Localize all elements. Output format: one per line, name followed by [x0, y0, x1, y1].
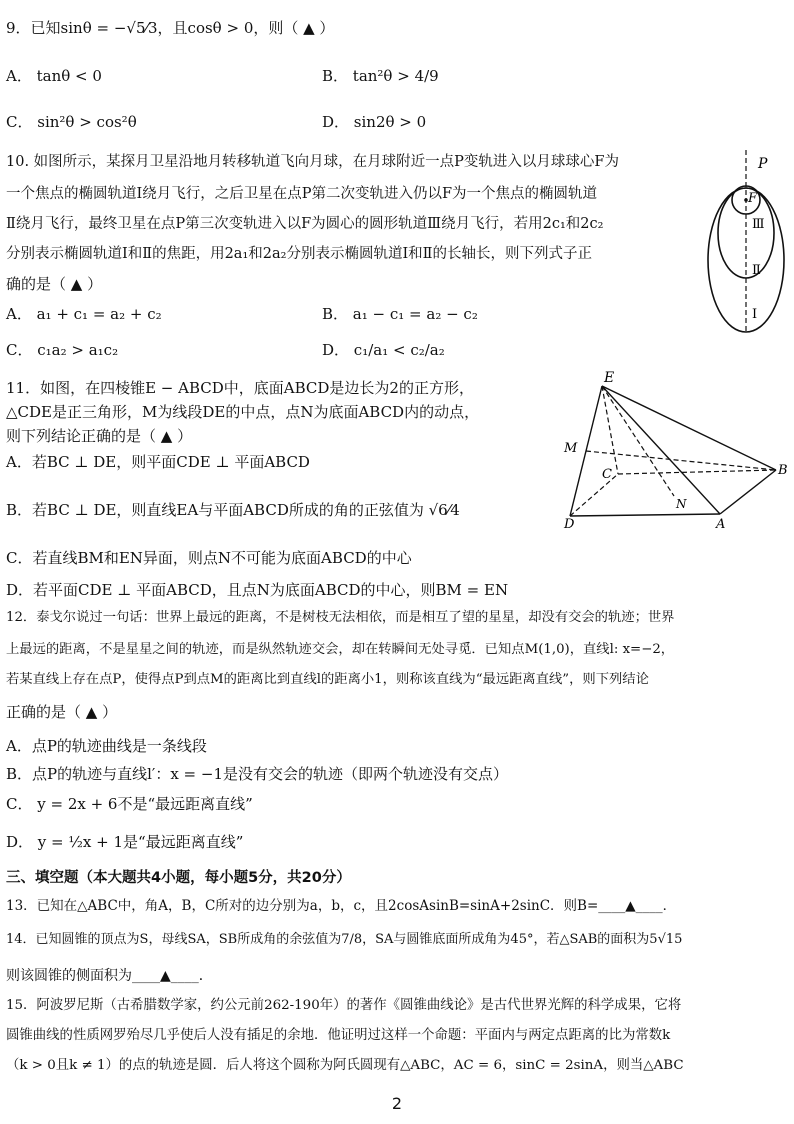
edge-ec — [602, 386, 618, 474]
q11-option-c: C．若直线BM和EN异面，则点N不可能为底面ABCD的中心 — [6, 549, 412, 567]
q10-line1: 10. 如图所示，某探月卫星沿地月转移轨道飞向月球，在月球附近一点P变轨进入以月球球心F为 — [6, 154, 619, 170]
q11-line1: 11．如图，在四棱锥E − ABCD中，底面ABCD是边长为2的正方形， — [6, 379, 474, 397]
q12-line3: 若某直线上存在点P，使得点P到点M的距离比到直线l的距离小1，则称该直线为“最远距离直线”，则下列结论 — [6, 672, 649, 687]
label-c: C — [602, 467, 612, 482]
edge-cb — [618, 470, 776, 474]
label-i: Ⅰ — [752, 307, 758, 322]
q11-line3: 则下列结论正确的是（ ▲ ） — [6, 427, 193, 445]
q12-option-b: B．点P的轨迹与直线l′：x = −1是没有交会的轨迹（即两个轨迹没有交点） — [6, 765, 508, 783]
section-3-title: 三、填空题（本大题共4小题，每小题5分，共20分） — [6, 870, 351, 886]
q12-option-a: A．点P的轨迹曲线是一条线段 — [6, 737, 207, 755]
q10-line4: 分别表示椭圆轨道Ⅰ和Ⅱ的焦距，用2a₁和2a₂分别表示椭圆轨道Ⅰ和Ⅱ的长轴长，则下列式子正 — [6, 246, 593, 262]
label-e: E — [604, 370, 615, 386]
q10-option-b: B． a₁ − c₁ = a₂ − c₂ — [322, 305, 478, 323]
edge-da — [570, 514, 720, 516]
q10-option-d: D． c₁/a₁ < c₂/a₂ — [322, 341, 445, 359]
q12-line4: 正确的是（ ▲ ） — [6, 703, 118, 721]
q11-option-b: B．若BC ⊥ DE，则直线EA与平面ABCD所成的角的正弦值为 √6⁄4 — [6, 501, 460, 519]
q9-option-d: D． sin2θ > 0 — [322, 113, 427, 131]
label-b: B — [778, 463, 788, 478]
label-d: D — [564, 517, 575, 532]
label-n: N — [676, 497, 687, 511]
label-ii: Ⅱ — [752, 263, 761, 278]
label-iii: Ⅲ — [752, 217, 765, 232]
q10-line2: 一个焦点的椭圆轨道Ⅰ绕月飞行，之后卫星在点P第二次变轨进入仍以F为一个焦点的椭圆轨道 — [6, 186, 598, 202]
q9-stem: 9．已知sinθ = −√5⁄3，且cosθ > 0，则（ ▲ ） — [6, 19, 335, 37]
page-number: 2 — [391, 1094, 403, 1113]
q15-line1: 15．阿波罗尼斯（古希腊数学家，约公元前262-190年）的著作《圆锥曲线论》是古代世界光辉的科学成果，它将 — [6, 998, 682, 1013]
pyramid-figure — [556, 366, 792, 532]
label-m: M — [564, 441, 578, 456]
segment-en — [602, 386, 674, 496]
label-f: F — [748, 191, 758, 206]
orbit-figure — [700, 148, 794, 338]
q15-line2: 圆锥曲线的性质网罗殆尽几乎使后人没有插足的余地．他证明过这样一个命题：平面内与两定点距离的比为常数k — [6, 1028, 671, 1043]
q13-text: 13．已知在△ABC中，角A，B，C所对的边分别为a，b，c，且2cosAsinB=sinA+2sinC．则B=____▲____． — [6, 898, 677, 914]
q10-line3: Ⅱ绕月飞行，最终卫星在点P第三次变轨进入以F为圆心的圆形轨道Ⅲ绕月飞行，若用2c₁和2c₂ — [6, 216, 604, 232]
q9-option-a: A． tanθ < 0 — [6, 67, 102, 85]
q12-option-d: D． y = ½x + 1是“最远距离直线” — [6, 833, 244, 851]
edge-ab — [720, 470, 776, 514]
label-p: P — [758, 156, 768, 172]
q10-line5: 确的是（ ▲ ） — [6, 275, 103, 293]
segment-mb — [586, 451, 776, 470]
q12-line2: 上最远的距离，不是星星之间的轨迹，而是纵然轨迹交会，却在转瞬间无处寻觅．已知点M(1,0)，直线l: x=−2， — [6, 642, 675, 657]
q10-option-c: C． c₁a₂ > a₁c₂ — [6, 341, 119, 359]
label-a: A — [716, 517, 726, 532]
q15-line3: （k > 0且k ≠ 1）的点的轨迹是圆．后人将这个圆称为阿氏圆现有△ABC，AC = 6，sinC = 2sinA，则当△ABC — [6, 1058, 684, 1073]
q14-line1: 14．已知圆锥的顶点为S，母线SA，SB所成角的余弦值为7/8，SA与圆锥底面所成角为45°，若△SAB的面积为5√15 — [6, 932, 683, 947]
q11-option-d: D．若平面CDE ⊥ 平面ABCD，且点N为底面ABCD的中心，则BM = EN — [6, 581, 509, 599]
edge-ea — [602, 386, 720, 514]
q10-option-a: A． a₁ + c₁ = a₂ + c₂ — [6, 305, 162, 323]
q12-line1: 12．泰戈尔说过一句话：世界上最远的距离，不是树枝无法相依，而是相互了望的星星，却没有交会的轨迹；世界 — [6, 610, 675, 625]
q12-option-c: C． y = 2x + 6不是“最远距离直线” — [6, 795, 253, 813]
q14-line2: 则该圆锥的侧面积为____▲____． — [6, 968, 213, 984]
q9-option-c: C． sin²θ > cos²θ — [6, 113, 137, 131]
q11-line2: △CDE是正三角形，M为线段DE的中点，点N为底面ABCD内的动点， — [6, 403, 480, 421]
q9-option-b: B． tan²θ > 4/9 — [322, 67, 439, 85]
q11-option-a: A．若BC ⊥ DE，则平面CDE ⊥ 平面ABCD — [6, 453, 310, 471]
edge-eb — [602, 386, 776, 470]
